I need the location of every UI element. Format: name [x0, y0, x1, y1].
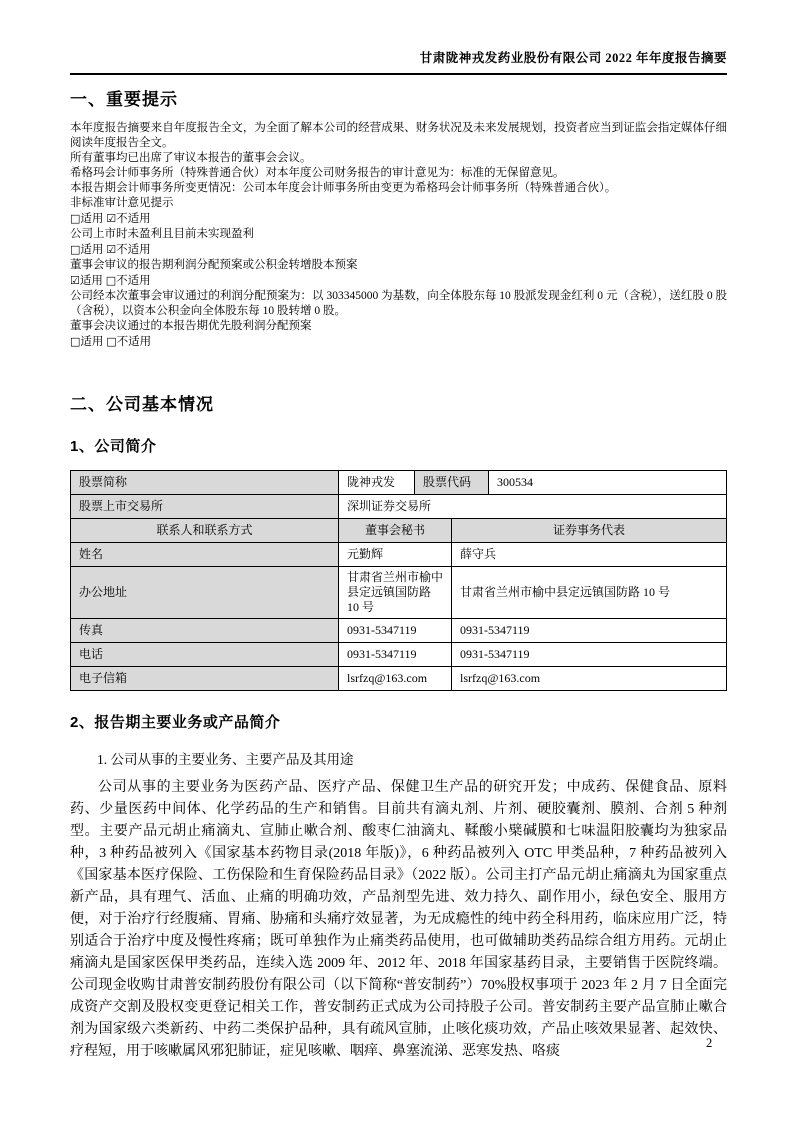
table-row	[71, 567, 726, 619]
table-value-cell: 0931-5347119	[339, 619, 452, 642]
notice-line: 董事会审议的报告期利润分配预案或公积金转增股本预案	[70, 259, 358, 271]
table-value-cell: lsrfzq@163.com	[339, 667, 452, 690]
table-row	[71, 519, 726, 543]
notice-line: 本年度报告摘要来自年度报告全文，为全面了解本公司的经营成果、财务状况及未来发展规划，投资者应当到证监会指定媒体仔细阅读年度报告全文。	[70, 122, 727, 149]
table-label-cell: 电话	[71, 643, 339, 666]
checkbox-label: 适用	[79, 275, 103, 287]
checkbox-unchecked-icon: □	[105, 274, 117, 287]
table-value-cell: 300534	[497, 475, 533, 489]
checkbox-label: 不适用	[116, 275, 151, 287]
document-header-title: 甘肃陇神戎发药业股份有限公司 2022 年年度报告摘要	[70, 48, 727, 75]
notice-line: 希格玛会计师事务所（特殊普通合伙）对本年度公司财务报告的审计意见为：标准的无保留意见。	[70, 167, 565, 179]
table-row	[71, 495, 726, 519]
notice-checkbox-line	[70, 242, 727, 258]
notice-checkbox-line	[70, 334, 727, 350]
table-value-cell: 元勤辉	[339, 543, 452, 566]
checkbox-checked-icon: ☑	[106, 243, 117, 256]
section-title-company-basics: 二、公司基本情况	[70, 395, 214, 414]
table-value-cell: 深圳证券交易所	[347, 499, 432, 513]
table-value-cell: 薛守兵	[460, 547, 497, 561]
table-row	[71, 619, 726, 643]
table-value-cell: 甘肃省兰州市榆中县定远镇国防路 10 号	[460, 585, 671, 599]
checkbox-checked-icon: ☑	[106, 212, 117, 225]
table-value-cell: lsrfzq@163.com	[460, 671, 541, 685]
subsection-title-main-business: 2、报告期主要业务或产品简介	[70, 714, 281, 731]
business-item-title: 1. 公司从事的主要业务、主要产品及其用途	[97, 752, 354, 767]
notice-line: 所有董事均已出席了审议本报告的董事会会议。	[70, 152, 312, 164]
subsection-title-company-profile: 1、公司简介	[70, 438, 157, 455]
checkbox-label: 不适用	[116, 336, 152, 348]
table-value-cell: 0931-5347119	[460, 623, 530, 637]
checkbox-unchecked-icon: □	[70, 212, 81, 225]
table-value-cell: 0931-5347119	[339, 643, 452, 666]
checkbox-checked-icon: ☑	[70, 274, 80, 287]
notice-checkbox-line	[70, 273, 727, 289]
table-value-cell: 0931-5347119	[460, 647, 530, 661]
notice-line: 公司经本次董事会审议通过的利润分配预案为：以 303345000 为基数，向全体股东每 10 股派发现金红利 0 元（含税），送红股 0 股（含税），以资本公积金向全体股东每 10 股转增 0 股。	[70, 290, 727, 317]
checkbox-label: 适用	[80, 336, 104, 348]
notice-list	[70, 121, 727, 350]
checkbox-label: 适用	[80, 244, 104, 256]
table-label-cell: 股票上市交易所	[71, 495, 339, 518]
table-label-cell: 传真	[71, 619, 339, 642]
checkbox-unchecked-icon: □	[106, 335, 117, 348]
business-description-paragraph: 公司从事的主要业务为医药产品、医疗产品、保健卫生产品的研究开发；中成药、保健食品、原料药、少量医药中间体、化学药品的生产和销售。目前共有滴丸剂、片剂、硬胶囊剂、膜剂、合剂 5 种剂型。主要产品元胡止痛滴丸、宣肺止嗽合剂、酸枣仁油滴丸、鞣酸小檗碱膜和七味温阳胶囊均为独家品种，3 种药品被列入《国家基本药物目录(2018 年版)》，6 种药品被列入 OTC 甲类品种，7 种药品被列入《国家基本医疗保险、工伤保险和生育保险药品目录》（2022 版）。公司主打产品元胡止痛滴丸为国家重点新产品，具有理气、活血、止痛的明确功效，产品剂型先进、效力持久、副作用小，绿色安全、服用方便，对于治疗行经腹痛、胃痛、胁痛和头痛疗效显著，为无成瘾性的纯中药全科用药，临床应用广泛，特别适合于治疗中度及慢性疼痛；既可单独作为止痛类药品使用，也可做辅助类药品综合组方用药。元胡止痛滴丸是国家医保甲类药品，连续入选 2009 年、2012 年、2018 年国家基药目录，主要销售于医院终端。公司现金收购甘肃普安制药股份有限公司（以下简称“普安制药”）70%股权事项于 2023 年 2 月 7 日全面完成资产交割及股权变更登记相关工作，普安制药正式成为公司持股子公司。普安制药主要产品宣肺止嗽合剂为国家级六类新药、中药二类保护品种，具有疏风宣肺，止咳化痰功效，产品止咳效果显著、起效快、疗程短，用于咳嗽属风邪犯肺证，症见咳嗽、咽痒、鼻塞流涕、恶寒发热、咯痰	[70, 780, 727, 1059]
table-row	[71, 643, 726, 667]
table-row	[71, 471, 726, 495]
page-number: 2	[706, 1036, 713, 1050]
table-row	[71, 667, 726, 690]
checkbox-label: 不适用	[116, 213, 151, 225]
table-value-cell: 陇神戎发	[339, 471, 415, 494]
company-info-table	[70, 470, 727, 691]
notice-line: 非标准审计意见提示	[70, 197, 174, 209]
table-label-cell: 股票代码	[415, 471, 489, 494]
table-value-cell: 甘肃省兰州市榆中县定远镇国防路 10 号	[339, 567, 452, 618]
notice-line: 董事会决议通过的本报告期优先股利润分配预案	[70, 320, 312, 332]
table-row	[71, 543, 726, 567]
checkbox-unchecked-icon: □	[70, 335, 81, 348]
checkbox-label: 适用	[80, 213, 104, 225]
notice-checkbox-line	[70, 211, 727, 227]
table-label-cell: 股票简称	[71, 471, 339, 494]
section-title-important-notice: 一、重要提示	[70, 90, 178, 109]
table-label-cell: 董事会秘书	[339, 519, 452, 542]
table-label-cell: 联系人和联系方式	[71, 519, 339, 542]
table-label-cell: 证券事务代表	[452, 519, 726, 542]
table-label-cell: 姓名	[71, 543, 339, 566]
table-label-cell: 电子信箱	[71, 667, 339, 690]
checkbox-label: 不适用	[116, 244, 151, 256]
checkbox-unchecked-icon: □	[70, 243, 81, 256]
notice-line: 公司上市时未盈利且目前未实现盈利	[70, 228, 254, 240]
table-label-cell: 办公地址	[71, 567, 339, 618]
notice-line: 本报告期会计师事务所变更情况：公司本年度会计师事务所由变更为希格玛会计师事务所（特殊普通合伙）。	[70, 182, 617, 194]
